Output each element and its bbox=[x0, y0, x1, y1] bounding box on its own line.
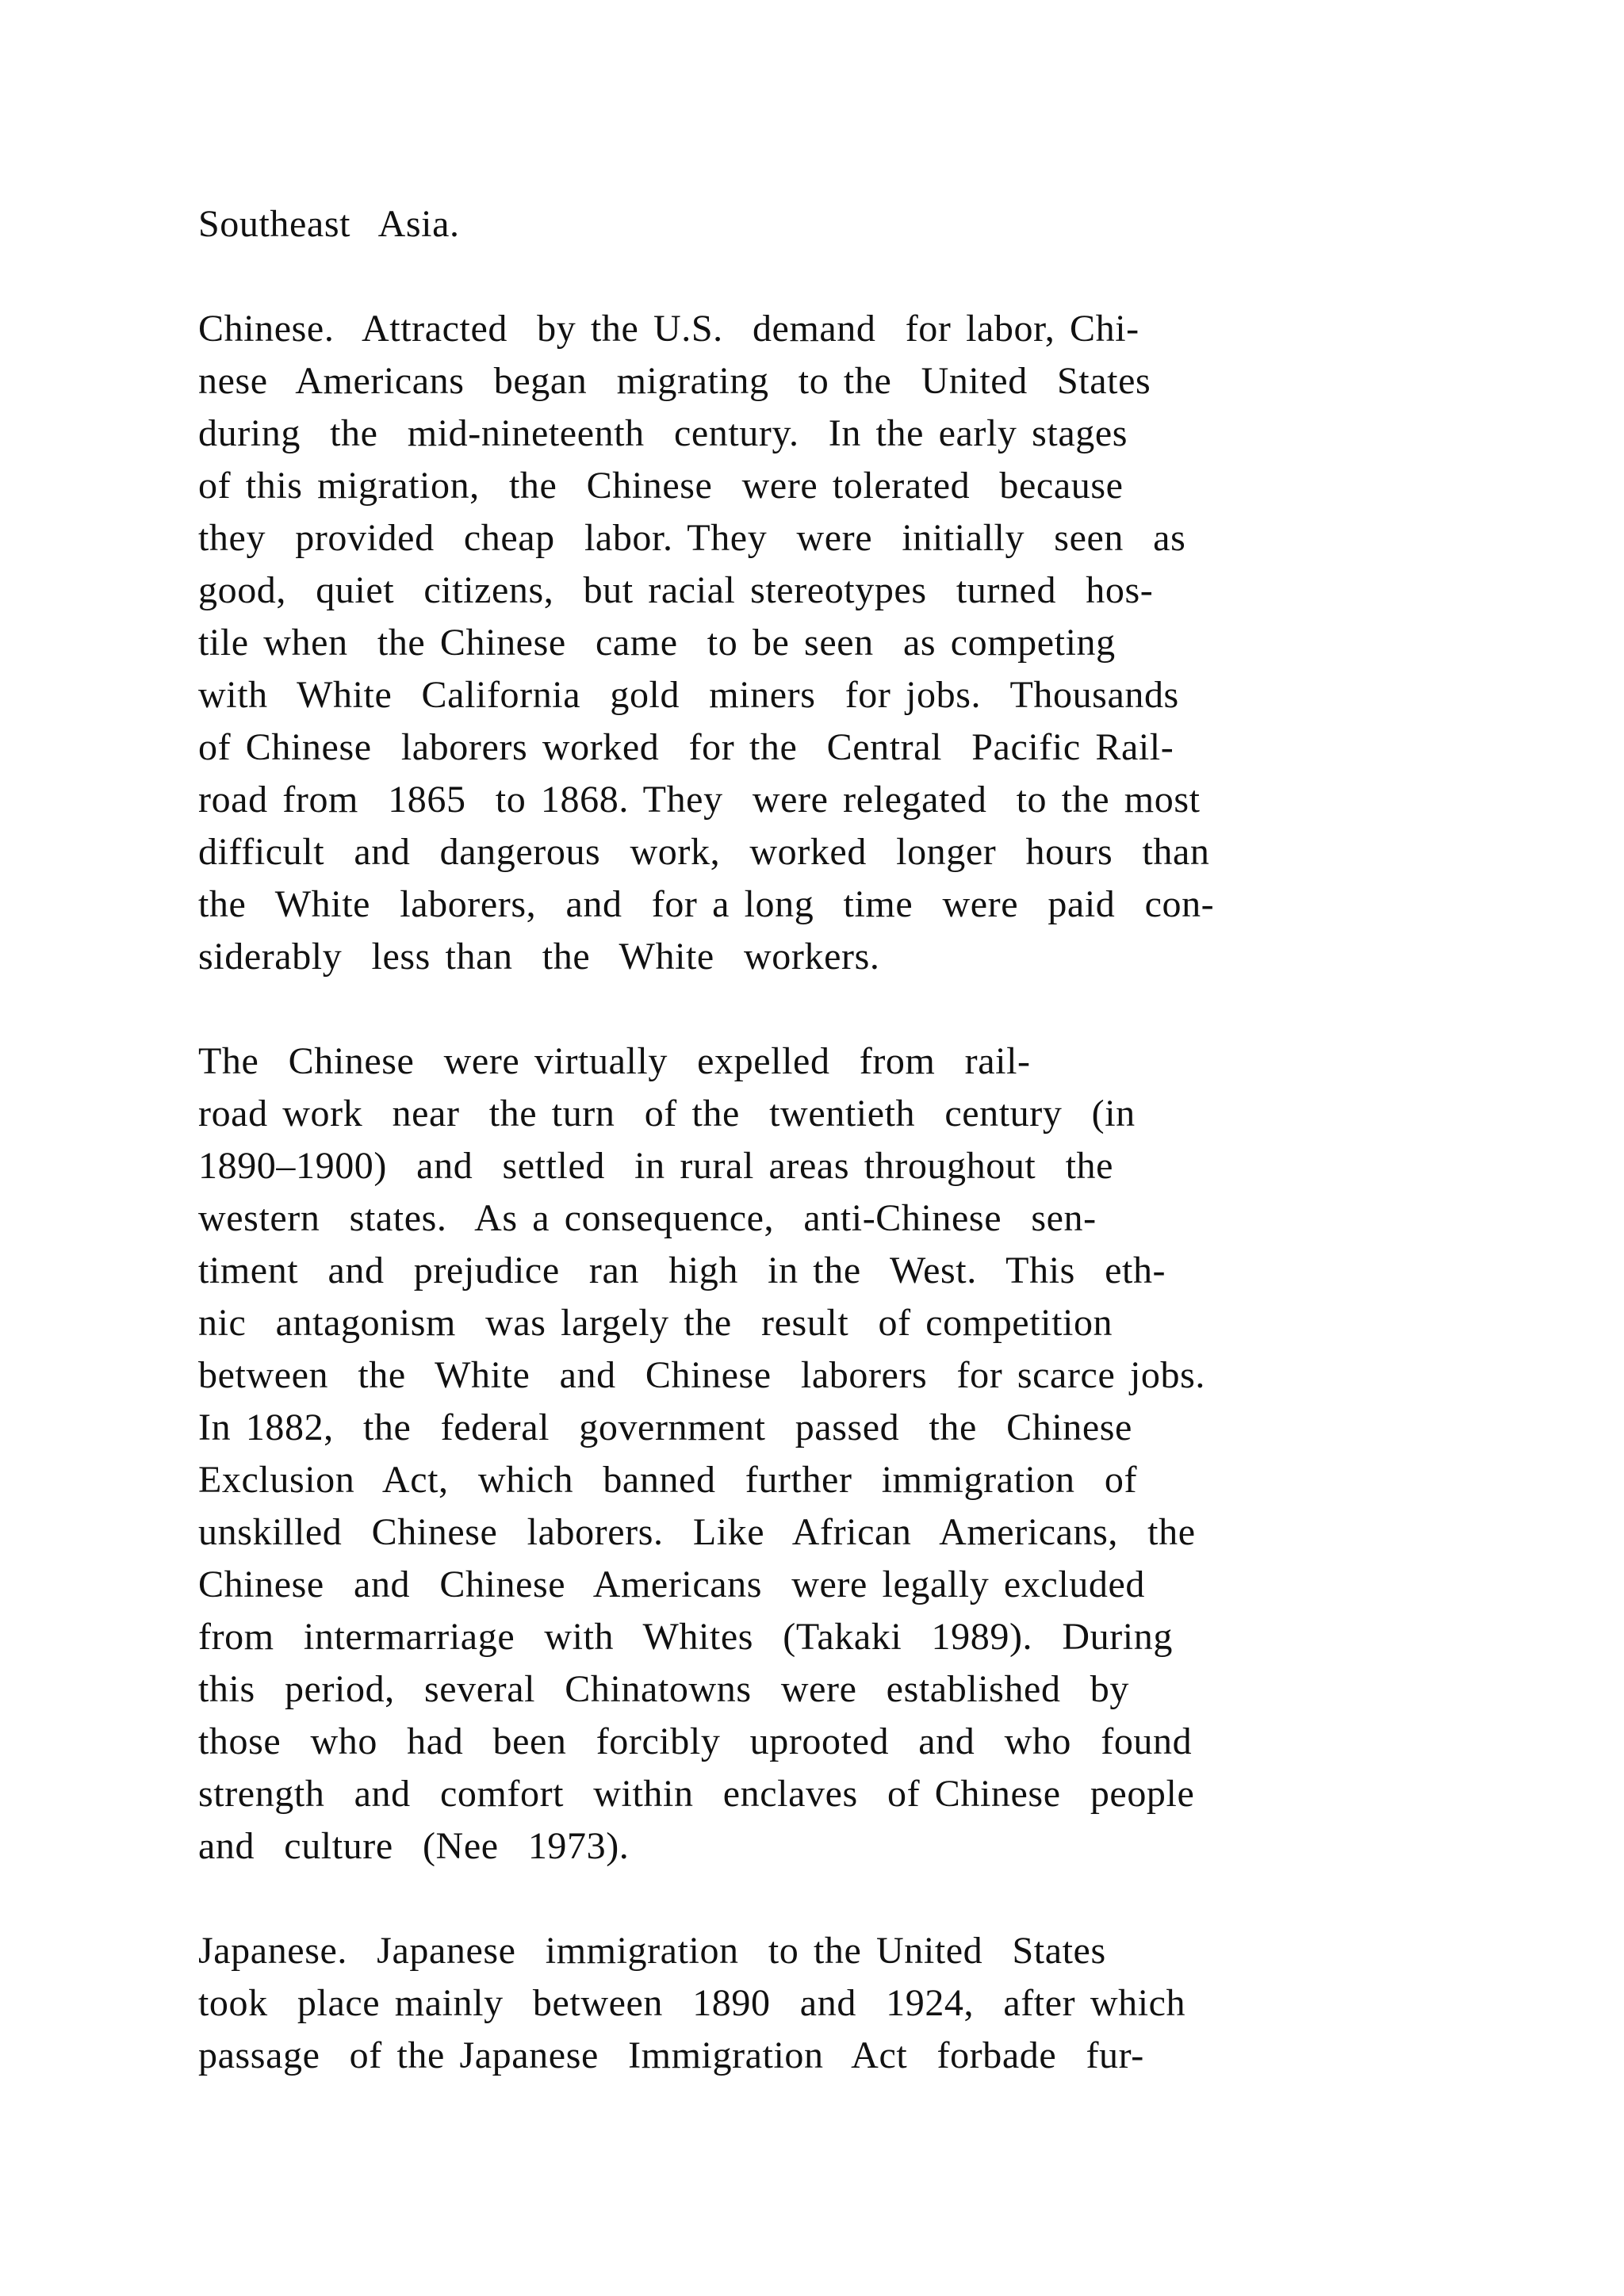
paragraph-japanese bbox=[198, 1925, 1546, 2082]
text-line: of this migration, the Chinese were tolerated because bbox=[198, 465, 1124, 507]
text-line: road work near the turn of the twentieth century (in bbox=[198, 1093, 1136, 1135]
text-line: with White California gold miners for jobs. Thousands bbox=[198, 674, 1179, 716]
text-line: The Chinese were virtually expelled from rail- bbox=[198, 1040, 1031, 1082]
text-line: passage of the Japanese Immigration Act forbade fur- bbox=[198, 2034, 1144, 2076]
paragraph-gap bbox=[198, 1873, 1546, 1925]
text-line: during the mid-nineteenth century. In the early stages bbox=[198, 412, 1128, 454]
text-line: the White laborers, and for a long time were paid con- bbox=[198, 883, 1215, 925]
text-line: western states. As a consequence, anti-Chinese sen- bbox=[198, 1197, 1097, 1239]
paragraph-chinese-1 bbox=[198, 303, 1546, 983]
text-line: Exclusion Act, which banned further immigration of bbox=[198, 1459, 1138, 1501]
text-line: tile when the Chinese came to be seen as competing bbox=[198, 622, 1116, 664]
document-page bbox=[198, 198, 1546, 2082]
text-line: Japanese. Japanese immigration to the United States bbox=[198, 1930, 1106, 1972]
text-line: In 1882, the federal government passed the Chinese bbox=[198, 1406, 1132, 1448]
text-line: difficult and dangerous work, worked longer hours than bbox=[198, 831, 1210, 873]
text-line: timent and prejudice ran high in the West. This eth- bbox=[198, 1249, 1166, 1292]
text-line: nic antagonism was largely the result of competition bbox=[198, 1302, 1113, 1344]
text-line: between the White and Chinese laborers for scarce jobs. bbox=[198, 1354, 1205, 1396]
paragraph-gap bbox=[198, 983, 1546, 1035]
paragraph-heading-fragment bbox=[198, 198, 1546, 251]
paragraph-gap bbox=[198, 251, 1546, 303]
text-line: this period, several Chinatowns were established by bbox=[198, 1668, 1129, 1710]
text-line: those who had been forcibly uprooted and who found bbox=[198, 1720, 1193, 1762]
text-line: they provided cheap labor. They were initially seen as bbox=[198, 517, 1186, 559]
text-line: Chinese. Attracted by the U.S. demand for labor, Chi- bbox=[198, 308, 1139, 350]
text-line: siderably less than the White workers. bbox=[198, 936, 880, 978]
text-line: unskilled Chinese laborers. Like African Americans, the bbox=[198, 1511, 1196, 1553]
text-line: took place mainly between 1890 and 1924, after which bbox=[198, 1982, 1186, 2024]
text-line: and culture (Nee 1973). bbox=[198, 1825, 630, 1867]
text-line: 1890–1900) and settled in rural areas throughout the bbox=[198, 1145, 1114, 1187]
text-line: good, quiet citizens, but racial stereotypes turned hos- bbox=[198, 569, 1154, 611]
text-line: strength and comfort within enclaves of Chinese people bbox=[198, 1773, 1195, 1815]
text-line: nese Americans began migrating to the United States bbox=[198, 360, 1151, 402]
text-line: Southeast Asia. bbox=[198, 203, 460, 245]
text-line: road from 1865 to 1868. They were relegated to the most bbox=[198, 779, 1201, 821]
text-line: Chinese and Chinese Americans were legally excluded bbox=[198, 1563, 1145, 1605]
paragraph-chinese-2 bbox=[198, 1035, 1546, 1873]
text-line: from intermarriage with Whites (Takaki 1989). During bbox=[198, 1616, 1173, 1658]
text-line: of Chinese laborers worked for the Central Pacific Rail- bbox=[198, 726, 1174, 768]
